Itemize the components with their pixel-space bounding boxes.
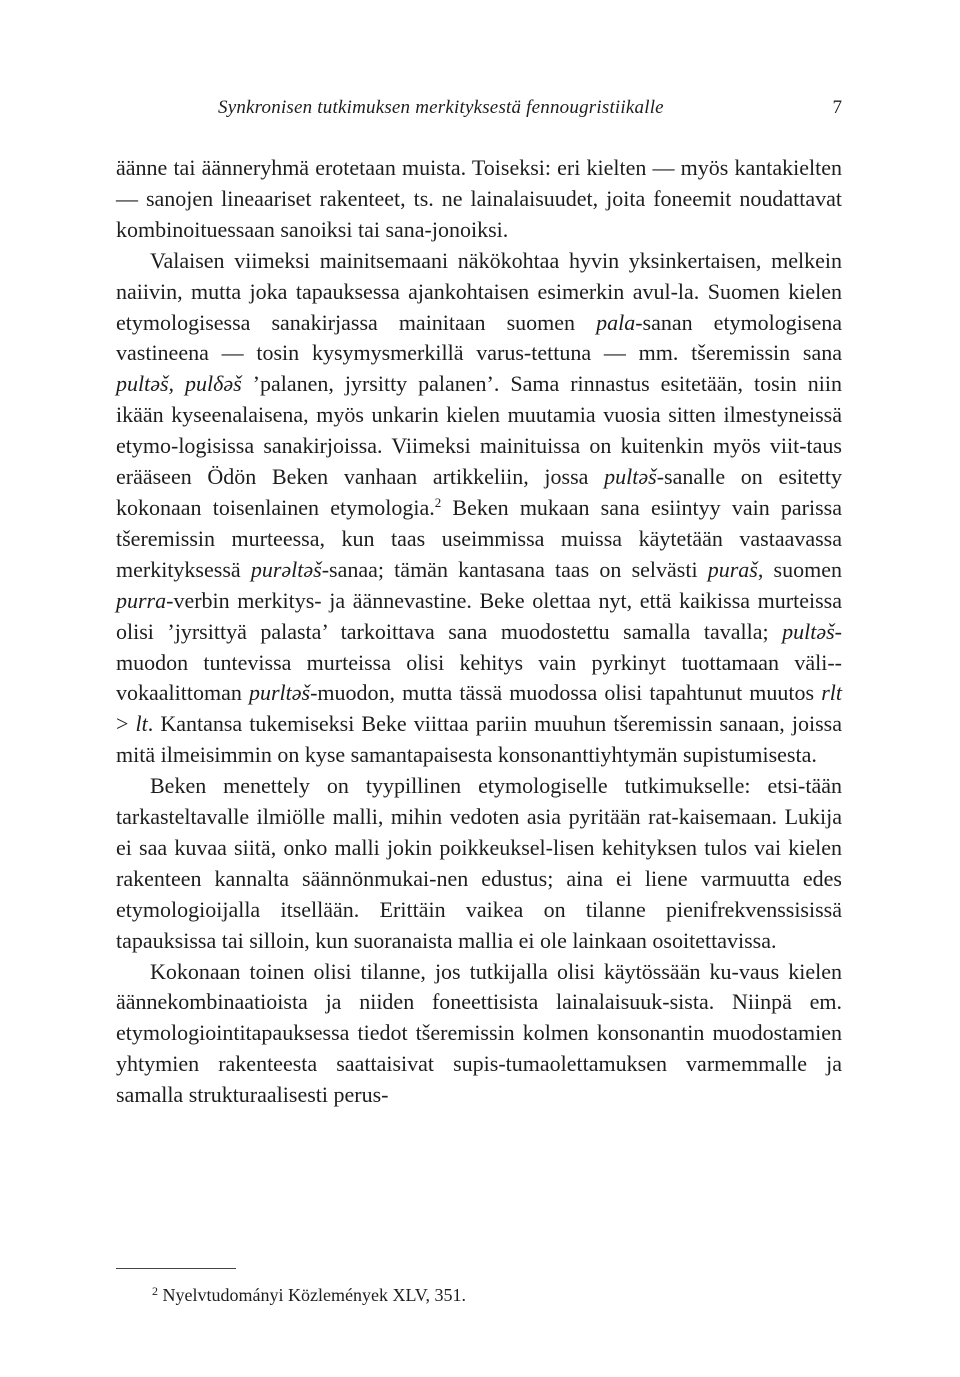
paragraph-3: Beken menettely on tyypillinen etymologiselle tutkimukselle: etsi-tään tarkasteltavalle ilmiölle malli, mihin vedoten asia pyritään rat-kaisemaan. Lukija ei saa kuvaa siitä, onko malli jokin poikkeuksel-lisen kehityksen tulos vai kielen rakenteen kannalta säännönmukai-nen edustus; aina ei liene varmuutta edes etymologioijalla itsellään. Erittäin vaikea on tilanne pienifrekvenssisissä tapauksissa tai silloin, kun suoranaista mallia ei ole lainkaan osoitettavissa.	[116, 773, 842, 953]
page-number: 7	[832, 97, 842, 118]
running-header	[116, 92, 842, 124]
paragraph-1: äänne tai äänneryhmä erotetaan muista. Toiseksi: eri kielten — myös kantakielten — sanojen lineaariset rakenteet, ts. ne lainalaisuudet, joita foneemit noudattavat kombinoituessaan sanoiksi tai sana-jonoiksi.	[116, 155, 842, 242]
paragraph-4: Kokonaan toinen olisi tilanne, jos tutkijalla olisi käytössään ku-vaus kielen äännekombinaatioista ja niiden foneettisista lainalaisuuk-sista. Niinpä em. etymologiointitapauksessa tiedot tšeremissin kolmen konsonantin muodostamien yhtymien rakenteesta saattaisivat supis-tumaolettamuksen varmemmalle ja samalla strukturaalisesti perus-	[116, 958, 842, 1108]
footnote-text: Nyelvtudományi Közlemények XLV, 351.	[162, 1285, 466, 1305]
footnote-marker: 2	[152, 1284, 158, 1298]
running-title: Synkronisen tutkimuksen merkityksestä fennougristiikalle	[218, 97, 664, 118]
body-text	[116, 153, 842, 1111]
page-content	[116, 92, 842, 1111]
footnote-rule	[116, 1268, 236, 1269]
paragraph-2: Valaisen viimeksi mainitsemaani näkökohtaa hyvin yksinkertaisen, melkein naiivin, mutta joka tapauksessa ajankohtaisen esimerkin avul-la. Suomen kielen etymologisessa sanakirjassa mainitaan suomen pala-sanan etymologisena vastineena — tosin kysymysmerkillä varus-tettuna — mm. tšeremissin sana pultəš, pulδəš ’palanen, jyrsitty palanen’. Sama rinnastus esitetään, tosin niin ikään kyseenalaisena, myös unkarin kielen muutamia vuosia sitten ilmestyneissä etymo-logisissa sanakirjoissa. Viimeksi mainituissa on kuitenkin myös viit-taus erääseen Ödön Beken vanhaan artikkeliin, jossa pultəš-sanalle on esitetty kokonaan toisenlainen etymologia.$^2$ Beken mukaan sana esiintyy vain parissa tšeremissin murteessa, kun taas useimmissa muissa käytetään vastaavassa merkityksessä purəltəš-sanaa; tämän kantasana taas on selvästi puraš, suomen purra-verbin merkitys- ja äännevastine. Beke olettaa nyt, että kaikissa murteissa olisi ’jyrsittyä palasta’ tarkoittava sana muodostettu samalla tavalla; pultəš-muodon tuntevissa murteissa olisi kehitys vain pyrkinyt tuottamaan väli-vokaalittoman purltəš-muodon, mutta tässä muodossa olisi tapahtunut muutos rlt > lt. Kantansa tukemiseksi Beke viittaa pariin muuhun tšeremissin sanaan, joissa mitä ilmeisimmin on kyse samantapaisesta konsonanttiyhtymän supistumisesta.	[116, 247, 843, 768]
footnote	[152, 1283, 466, 1307]
